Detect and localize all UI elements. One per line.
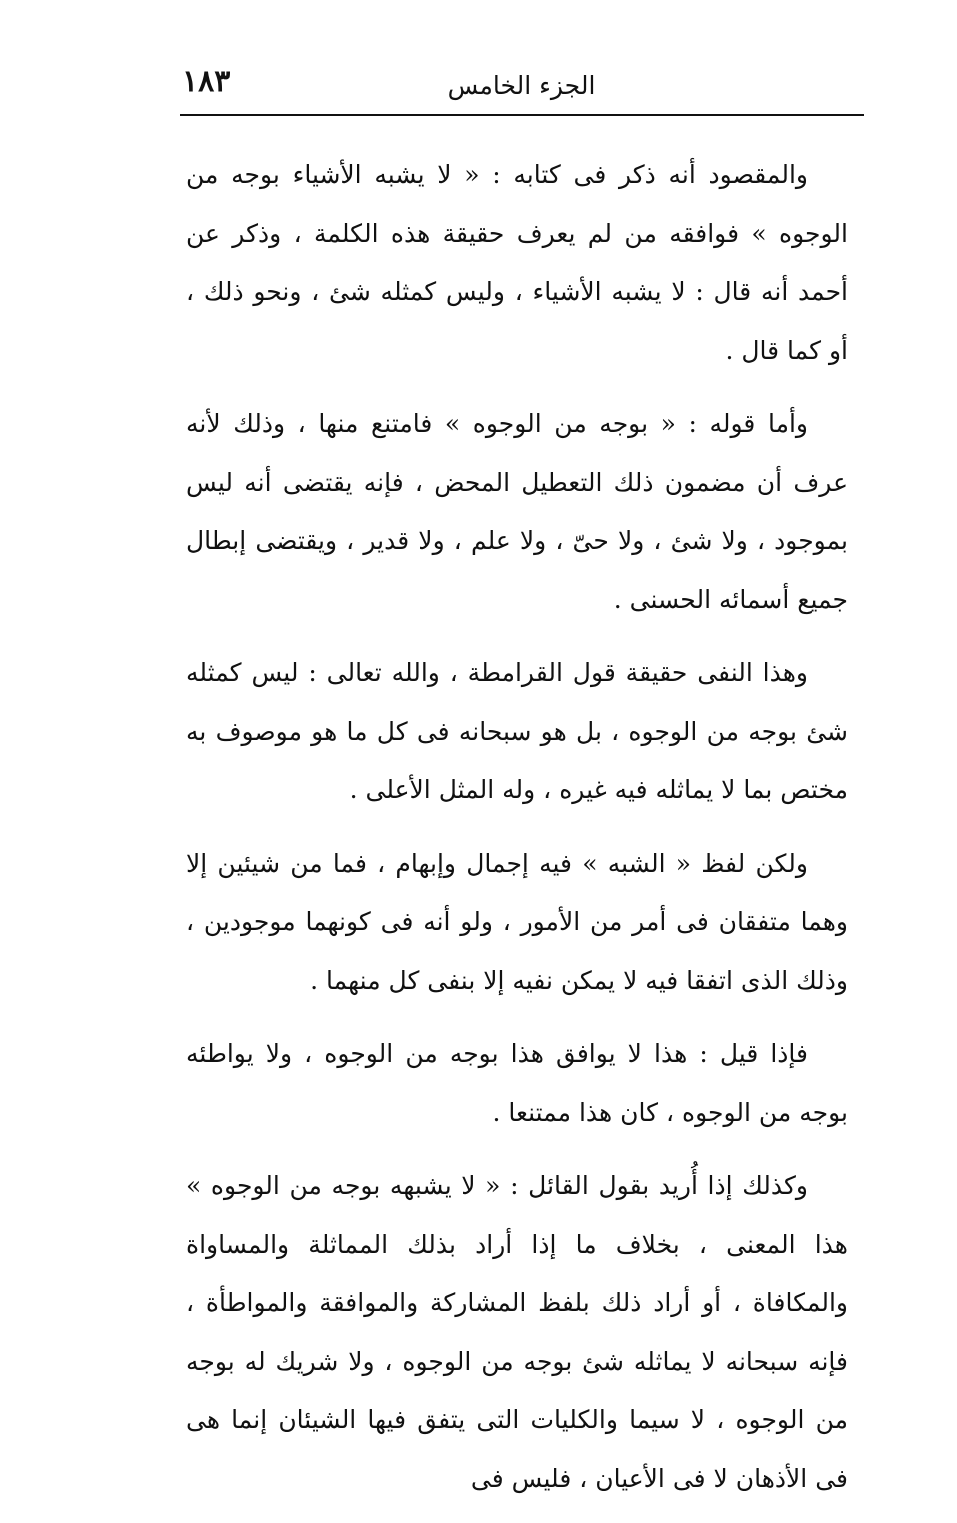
header-rule: [180, 114, 864, 116]
body-text: [186, 146, 848, 1523]
paragraph: ولكن لفظ « الشبه » فيه إجمال وإبهام ، فما من شيئين إلا وهما متفقان فى أمر من الأمور ، ولو أنه فى كونهما موجودين ، وذلك الذى اتفقا فيه لا يمكن نفيه إلا بنفى كل منهما .: [186, 848, 848, 995]
paragraph: فإذا قيل : هذا لا يوافق هذا بوجه من الوجوه ، ولا يواطئه بوجه من الوجوه ، كان هذا ممتنعا .: [186, 1039, 848, 1127]
paragraph: وأما قوله : « بوجه من الوجوه » فامتنع منها ، وذلك لأنه عرف أن مضمون ذلك التعطيل المحض ، فإنه يقتضى أنه ليس بموجود ، ولا شئ ، ولا حىّ ، ولا علم ، ولا قدير ، ويقتضى إبطال جميع أسمائه الحسنى .: [186, 409, 848, 614]
running-title: الجزء الخامس: [447, 71, 596, 100]
page-number: ١٨٣: [182, 64, 231, 99]
paragraph: وهذا النفى حقيقة قول القرامطة ، والله تعالى : ليس كمثله شئ بوجه من الوجوه ، بل هو سبحانه فى كل ما هو موصوف به مختص بما لا يماثله فيه غيره ، وله المثل الأعلى .: [186, 658, 848, 804]
paragraph: وكذلك إذا أُريد بقول القائل : « لا يشبهه بوجه من الوجوه » هذا المعنى ، بخلاف ما إذا أراد بذلك المماثلة والمساواة والمكافاة ، أو أراد ذلك بلفظ المشاركة والموافقة والمواطأة ، فإنه سبحانه لا يماثله شئ بوجه من الوجوه ، ولا شريك له بوجه من الوجوه ، لا سيما والكليات التى يتفق فيها الشيئان إنما هى فى الأذهان لا فى الأعيان ، فليس فى: [186, 1171, 848, 1493]
page-header: [180, 60, 863, 112]
paragraph: والمقصود أنه ذكر فى كتابه : « لا يشبه الأشياء بوجه من الوجوه » فوافقه من لم يعرف حقيقة هذه الكلمة ، وذكر عن أحمد أنه قال : لا يشبه الأشياء ، وليس كمثله شئ ، ونحو ذلك ، أو كما قال .: [186, 160, 848, 365]
